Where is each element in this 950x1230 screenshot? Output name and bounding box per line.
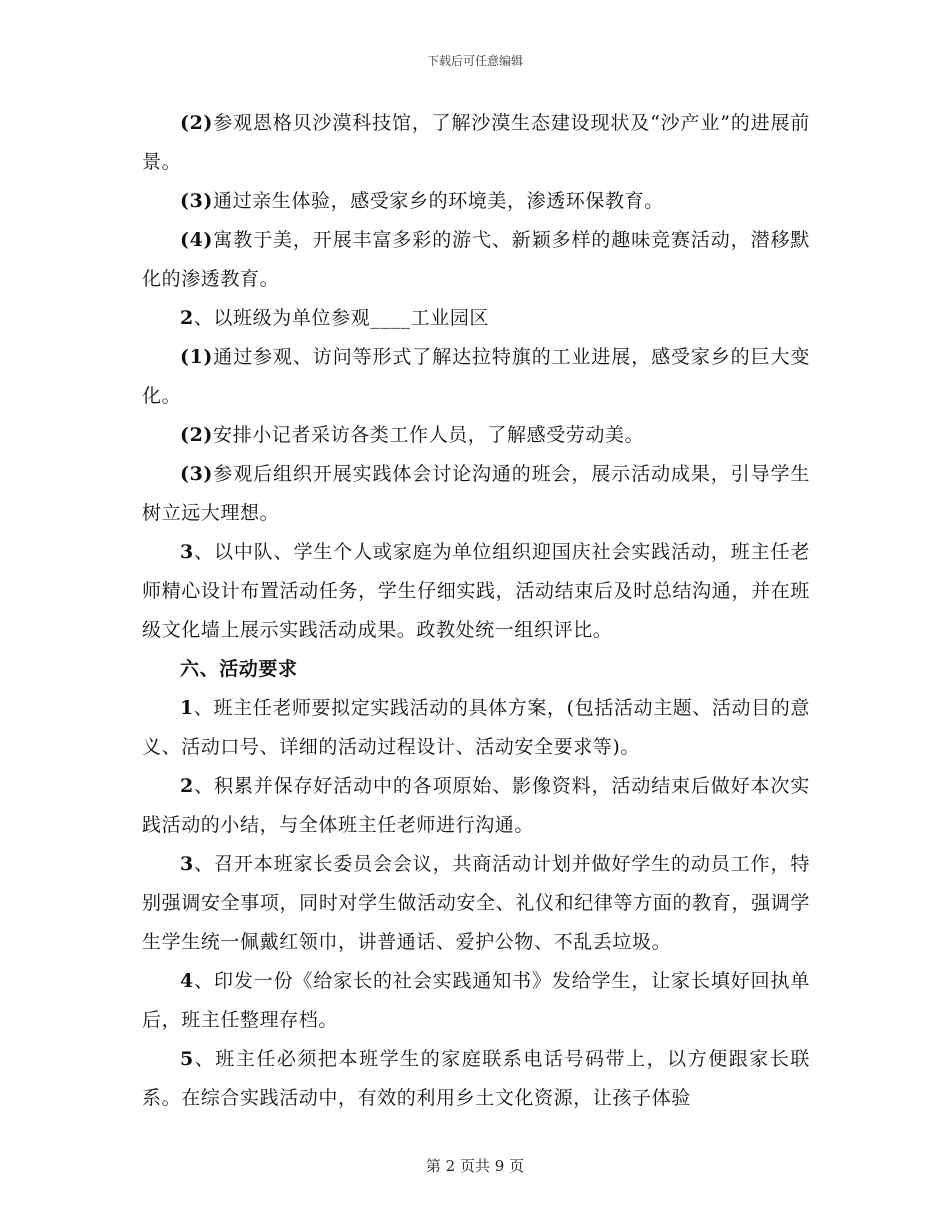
paragraph-3-2 bbox=[142, 455, 810, 533]
item-number: (3) bbox=[180, 190, 213, 212]
paragraph-3-1 bbox=[142, 182, 810, 221]
section-item-3 bbox=[142, 533, 810, 650]
paragraph-text: 寓教于美，开展丰富多彩的游弋、新颖多样的趣味竞赛活动，潜移默化的渗透教育。 bbox=[142, 229, 810, 290]
item-number: 5 bbox=[180, 1048, 194, 1070]
paragraph-2-1 bbox=[142, 104, 810, 182]
heading-text: 六、活动要求 bbox=[180, 658, 298, 680]
section-item-2 bbox=[142, 299, 810, 338]
paragraph-text: 、以中队、学生个人或家庭为单位组织迎国庆社会实践活动，班主任老师精心设计布置活动任务，学生仔细实践，活动结束后及时总结沟通，并在班级文化墙上展示实践活动成果。政教处统一组织评比。 bbox=[142, 541, 810, 641]
requirement-4 bbox=[142, 962, 810, 1040]
paragraph-text: 参观恩格贝沙漠科技馆，了解沙漠生态建设现状及“沙产业”的进展前景。 bbox=[142, 112, 810, 173]
item-number: (1) bbox=[180, 346, 213, 368]
paragraph-text: 通过参观、访问等形式了解达拉特旗的工业进展，感受家乡的巨大变化。 bbox=[142, 346, 810, 407]
paragraph-text: 通过亲生体验，感受家乡的环境美，渗透环保教育。 bbox=[213, 190, 664, 212]
section-heading-requirements bbox=[142, 650, 810, 689]
document-body bbox=[142, 104, 810, 1118]
paragraph-1-2 bbox=[142, 338, 810, 416]
item-number: 1 bbox=[180, 697, 194, 719]
page-number-footer: 第 2 页共 9 页 bbox=[425, 1157, 525, 1175]
item-number: 2 bbox=[180, 307, 194, 329]
item-number: (4) bbox=[180, 229, 213, 251]
paragraph-text: 、召开本班家长委员会会议，共商活动计划并做好学生的动员工作，特别强调安全事项，同时对学生做活动安全、礼仪和纪律等方面的教育，强调学生学生统一佩戴红领巾，讲普通话、爱护公物、不乱丢垃圾。 bbox=[142, 853, 810, 953]
paragraph-2-2 bbox=[142, 416, 810, 455]
item-number: (3) bbox=[180, 463, 213, 485]
paragraph-text: 、以班级为单位参观____工业园区 bbox=[193, 307, 490, 329]
item-number: (2) bbox=[180, 424, 213, 446]
paragraph-text: 、积累并保存好活动中的各项原始、影像资料，活动结束后做好本次实践活动的小结，与全体班主任老师进行沟通。 bbox=[142, 775, 810, 836]
item-number: (2) bbox=[180, 112, 213, 134]
requirement-3 bbox=[142, 845, 810, 962]
item-number: 2 bbox=[180, 775, 194, 797]
page-header: 下载后可任意编辑 bbox=[426, 54, 523, 68]
paragraph-text: 、班主任必须把本班学生的家庭联系电话号码带上，以方便跟家长联系。在综合实践活动中，有效的利用乡土文化资源，让孩子体验 bbox=[142, 1048, 810, 1109]
paragraph-text: 、班主任老师要拟定实践活动的具体方案，(包括活动主题、活动目的意义、活动口号、详细的活动过程设计、活动安全要求等)。 bbox=[142, 697, 810, 758]
requirement-2 bbox=[142, 767, 810, 845]
item-number: 4 bbox=[180, 970, 194, 992]
item-number: 3 bbox=[180, 541, 194, 563]
paragraph-text: 参观后组织开展实践体会讨论沟通的班会，展示活动成果，引导学生树立远大理想。 bbox=[142, 463, 810, 524]
paragraph-text: 安排小记者采访各类工作人员，了解感受劳动美。 bbox=[213, 424, 645, 446]
paragraph-text: 、印发一份《给家长的社会实践通知书》发给学生，让家长填好回执单后，班主任整理存档。 bbox=[142, 970, 810, 1031]
requirement-1 bbox=[142, 689, 810, 767]
item-number: 3 bbox=[180, 853, 194, 875]
requirement-5 bbox=[142, 1040, 810, 1118]
paragraph-4-1 bbox=[142, 221, 810, 299]
